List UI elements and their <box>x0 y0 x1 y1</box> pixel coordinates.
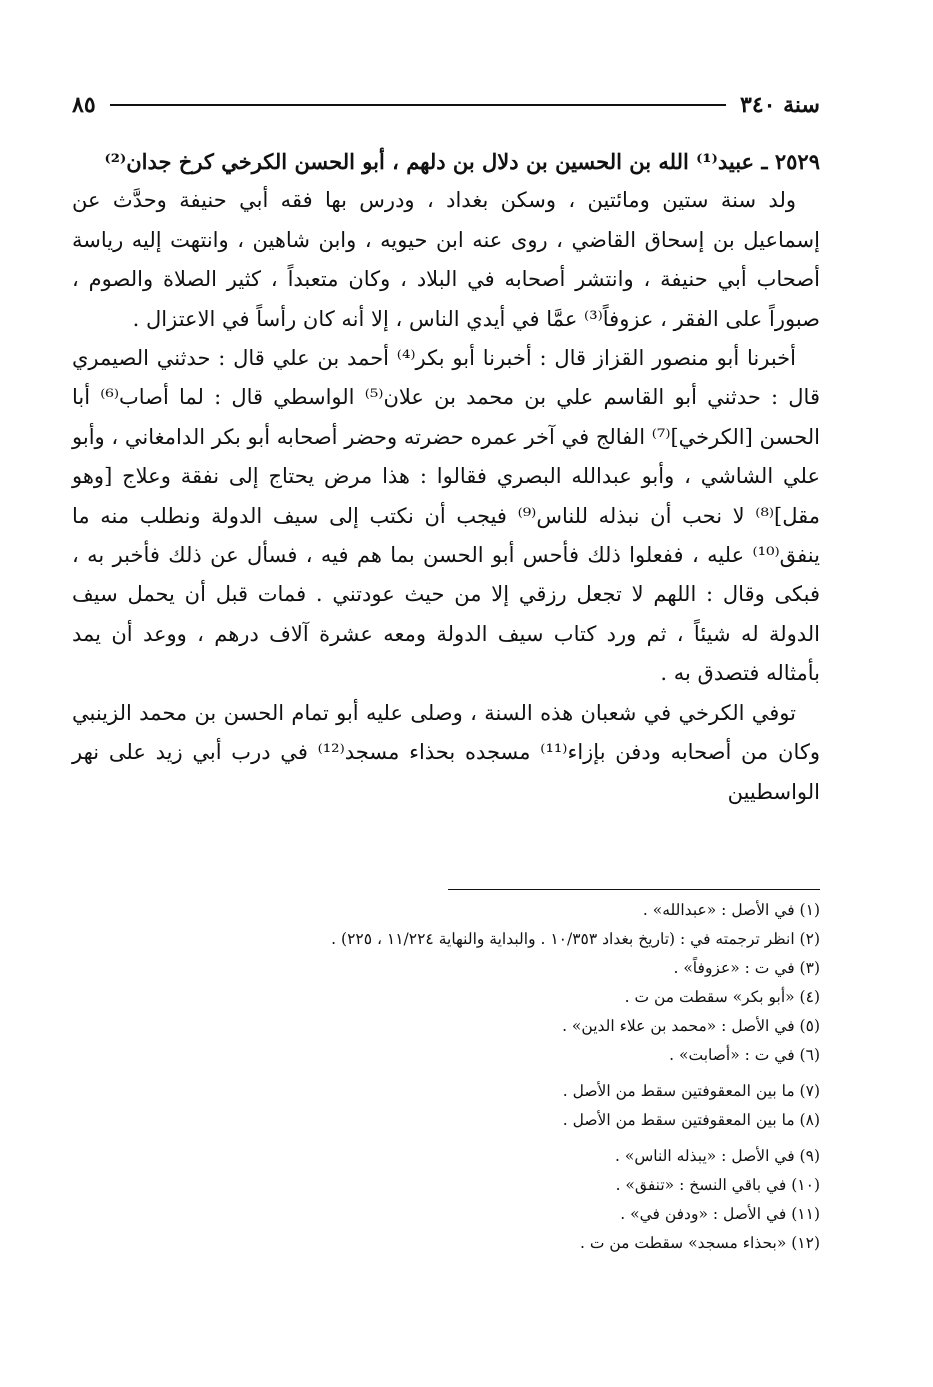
footnote-item: (١٠) في باقي النسخ : «تنفق» . <box>615 1176 820 1194</box>
footnote-item: (٧) ما بين المعقوفتين سقط من الأصل . <box>562 1082 820 1100</box>
death-paragraph: توفي الكرخي في شعبان هذه السنة ، وصلى عليه أبو تمام الحسن بن محمد الزينبي وكان من أصحابه ودفن بإزاء⁽¹¹⁾ مسجده بحذاء مسجد⁽¹²⁾ في درب أبي زيد على نهر الواسطيين <box>72 700 820 804</box>
header-rule <box>110 104 726 106</box>
footnote-item: (١١) في الأصل : «ودفن في» . <box>620 1205 820 1223</box>
header-year: سنة ٣٤٠ <box>740 92 820 118</box>
entry-heading: ٢٥٢٩ ـ عبيد⁽¹⁾ الله بن الحسين بن دلال بن دلهم ، أبو الحسن الكرخي كرخ جدان⁽²⁾ <box>104 149 820 174</box>
footnote-item: (٩) في الأصل : «يبذله الناس» . <box>615 1147 820 1165</box>
footnote-item: (٣) في ت : «عزوفاً» . <box>673 959 820 977</box>
narration-paragraph: أخبرنا أبو منصور القزاز قال : أخبرنا أبو بكر⁽⁴⁾ أحمد بن علي قال : حدثني الصيمري قال : حدثني أبو القاسم علي بن محمد بن علان⁽⁵⁾ الواسطي قال : لما أصاب⁽⁶⁾ أبا الحسن [الكرخي]⁽⁷⁾ الفالج في آخر عمره حضرته وحضر أصحابه أبو بكر الدامغاني ، وأبو علي الشاشي ، وأبو عبدالله البصري فقالوا : هذا مرض يحتاج إلى نفقة وعلاج [وهو مقل]⁽⁸⁾ لا نحب أن نبذله للناس⁽⁹⁾ فيجب أن نكتب إلى سيف الدولة ونطلب منه ما ينفق⁽¹⁰⁾ عليه ، ففعلوا ذلك فأحس أبو الحسن بما هم فيه ، فسأل عن ذلك فأخبر به ، فبكى وقال : اللهم لا تجعل رزقي إلا من حيث عودتني . فمات قبل أن يحمل سيف الدولة له شيئاً ، ثم ورد كتاب سيف الدولة ومعه عشرة آلاف درهم ، ووعد أن يمد بأمثاله فتصدق به . <box>72 346 820 686</box>
footnote-item: (١٢) «بحذاء مسجد» سقطت من ت . <box>580 1234 820 1252</box>
footnote-item: (٦) في ت : «أصابت» . <box>669 1046 820 1064</box>
main-text <box>72 142 820 812</box>
footnotes <box>200 896 820 1258</box>
footnote-item: (٤) «أبو بكر» سقطت من ت . <box>624 988 820 1006</box>
footnote-item: (٢) انظر ترجمته في : (تاريخ بغداد ١٠/٣٥٣ . والبداية والنهاية ١١/٢٢٤ ، ٢٢٥) . <box>331 930 820 948</box>
footnote-separator <box>448 889 820 890</box>
footnote-item: (٨) ما بين المعقوفتين سقط من الأصل . <box>562 1111 820 1129</box>
page-number: ٨٥ <box>72 92 96 118</box>
running-header <box>72 88 820 122</box>
footnote-item: (١) في الأصل : «عبدالله» . <box>642 901 820 919</box>
footnote-item: (٥) في الأصل : «محمد بن علاء الدين» . <box>562 1017 820 1035</box>
biography-paragraph: ولد سنة ستين ومائتين ، وسكن بغداد ، ودرس بها فقه أبي حنيفة وحدَّث عن إسماعيل بن إسحاق القاضي ، روى عنه ابن حيويه ، وابن شاهين ، وانتهت إليه رياسة أصحاب أبي حنيفة ، وانتشر أصحابه في البلاد ، وكان متعبداً ، كثير الصلاة والصوم ، صبوراً على الفقر ، عزوفاً⁽³⁾ عمَّا في أيدي الناس ، إلا أنه كان رأساً في الاعتزال . <box>72 188 820 331</box>
